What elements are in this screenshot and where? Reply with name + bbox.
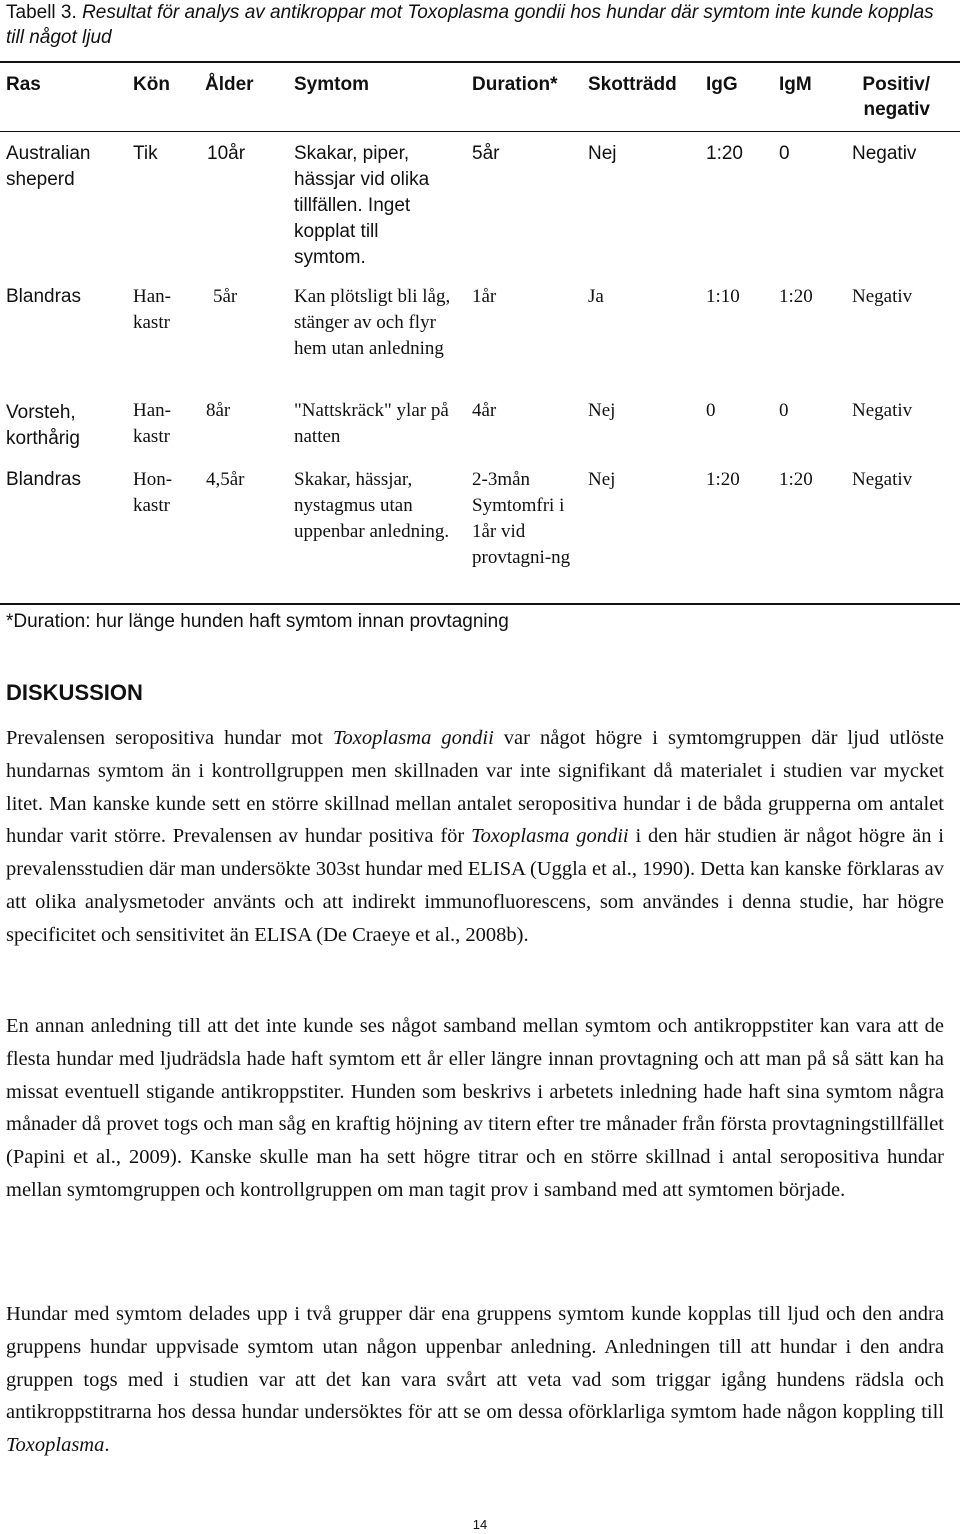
- paragraph-text: Prevalensen seropositiva hundar mot: [6, 727, 334, 749]
- cell-ras: Blandras: [6, 286, 81, 307]
- cell-ras: Australian sheperd: [6, 143, 91, 190]
- page-number: 14: [472, 1517, 488, 1532]
- cell-duration: 4år: [472, 400, 497, 421]
- cell-kon: Han-kastr: [133, 286, 171, 333]
- table-top-rule: [0, 61, 960, 63]
- cell-alder: 4,5år: [206, 469, 245, 490]
- cell-alder: 10år: [207, 143, 246, 164]
- cell-skottradd: Nej: [588, 469, 616, 490]
- cell-duration: 1år: [472, 286, 497, 307]
- cell-igg: 1:10: [706, 286, 740, 307]
- table-footnote: *Duration: hur länge hunden haft symtom innan provtagning: [6, 611, 509, 632]
- cell-skottradd: Ja: [588, 286, 604, 307]
- cell-skottradd: Nej: [588, 400, 616, 421]
- table-caption: [6, 0, 956, 50]
- cell-ras: Blandras: [6, 469, 81, 490]
- cell-igg: 1:20: [706, 143, 743, 164]
- cell-kon: Tik: [133, 143, 158, 164]
- cell-kon: Hon-kastr: [133, 469, 173, 516]
- header-igg: IgG: [706, 74, 738, 95]
- species-name: Toxoplasma gondii: [471, 825, 629, 848]
- paragraph-text: i den här studien är något högre än i prevalensstudien där man undersökte 303st hundar med ELISA (Uggla et al., 1990). Detta kan kanske förklaras av att olika analysmetoder använts och att indirekt immunofluorescens, som användes i denna studie, har högre specificitet och sensitivitet än ELISA (De Craeye et al., 2008b).: [6, 825, 944, 946]
- cell-duration: 5år: [472, 143, 500, 164]
- species-name: Toxoplasma gondii: [333, 727, 494, 749]
- table-caption-text: Resultat för analys av antikroppar mot Toxoplasma gondii hos hundar där symtom inte kunde kopplas till något ljud: [6, 2, 934, 48]
- cell-symtom: "Nattskräck" ylar på natten: [294, 400, 449, 447]
- header-symtom: Symtom: [294, 74, 369, 95]
- cell-symtom: Skakar, hässjar, nystagmus utan uppenbar anledning.: [294, 469, 450, 542]
- header-positiv: Positiv/ negativ: [862, 74, 930, 120]
- paragraph-text: Hundar med symtom delades upp i två grupper där ena gruppens symtom kunde kopplas till ljud och den andra gruppens hundar uppvisade symtom utan någon uppenbar anledning. Anledningen till att hundar i den andra gruppen togs med i studien var att det kan vara svårt att veta vad som triggar igång hundens rädsla och antikroppstitrarna hos dessa hundar undersöktes för att se om dessa oförklarliga symtom hade någon koppling till: [6, 1303, 944, 1424]
- table-bottom-rule: [0, 603, 960, 605]
- paragraph: En annan anledning till att det inte kunde ses något samband mellan symtom och antikroppstiter kan vara att de flesta hundar med ljudrädsla hade haft symtom ett år eller längre innan provtagning och att man på så sätt kan ha missat eventuell stigande antikroppstiter. Hunden som beskrivs i arbetets inledning hade haft sina symtom några månader då provet togs och man såg en kraftig höjning av titern efter tre månader från första provtagningstillfället (Papini et al., 2009). Kanske skulle man ha sett högre titrar och en större skillnad i antal seropositiva hundar mellan symtomgruppen och kontrollgruppen om man tagit prov i samband med att symtomen började.: [6, 1015, 944, 1201]
- cell-igm: 1:20: [779, 469, 813, 490]
- table-header-rule: [0, 131, 960, 132]
- species-name: Toxoplasma: [6, 1434, 105, 1457]
- cell-ras: Vorsteh, korthårig: [6, 402, 80, 449]
- cell-result: Negativ: [852, 143, 917, 164]
- cell-result: Negativ: [852, 400, 913, 421]
- cell-igm: 0: [779, 143, 790, 164]
- header-alder: Ålder: [205, 74, 254, 95]
- cell-skottradd: Nej: [588, 143, 617, 164]
- header-skottradd: Skotträdd: [588, 74, 677, 95]
- cell-igm: 0: [779, 400, 789, 421]
- cell-kon: Han-kastr: [133, 400, 171, 447]
- cell-result: Negativ: [852, 469, 913, 490]
- cell-symtom: Skakar, piper, hässjar vid olika tillfällen. Inget kopplat till symtom.: [294, 143, 430, 268]
- cell-alder: 8år: [206, 400, 231, 421]
- table-caption-label: Tabell 3.: [6, 2, 77, 23]
- paragraph-text: .: [104, 1434, 110, 1457]
- header-igm: IgM: [779, 74, 812, 95]
- cell-duration: 2-3mån Symtomfri i 1år vid provtagni-ng: [472, 469, 571, 568]
- cell-igm: 1:20: [779, 286, 813, 307]
- cell-result: Negativ: [852, 286, 913, 307]
- paragraph: [6, 1298, 944, 1462]
- paragraph-text: var något högre i symtomgruppen där ljud utlöste hundarnas symtom än i kontrollgruppen men skillnaden var inte signifikant då materialet i studien var mycket litet. Man kanske kunde sett en större skillnad mellan antalet seropositiva hundar i de båda grupperna om antalet hundar varit större. Prevalensen av hundar positiva för: [6, 727, 944, 848]
- cell-alder: 5år: [213, 286, 238, 307]
- header-kon: Kön: [133, 74, 170, 95]
- cell-igg: 0: [706, 400, 716, 421]
- cell-igg: 1:20: [706, 469, 740, 490]
- paragraph: [6, 722, 944, 952]
- header-duration: Duration*: [472, 74, 558, 95]
- section-heading: DISKUSSION: [6, 680, 143, 705]
- header-ras: Ras: [6, 74, 41, 95]
- cell-symtom: Kan plötsligt bli låg, stänger av och flyr hem utan anledning: [294, 286, 451, 359]
